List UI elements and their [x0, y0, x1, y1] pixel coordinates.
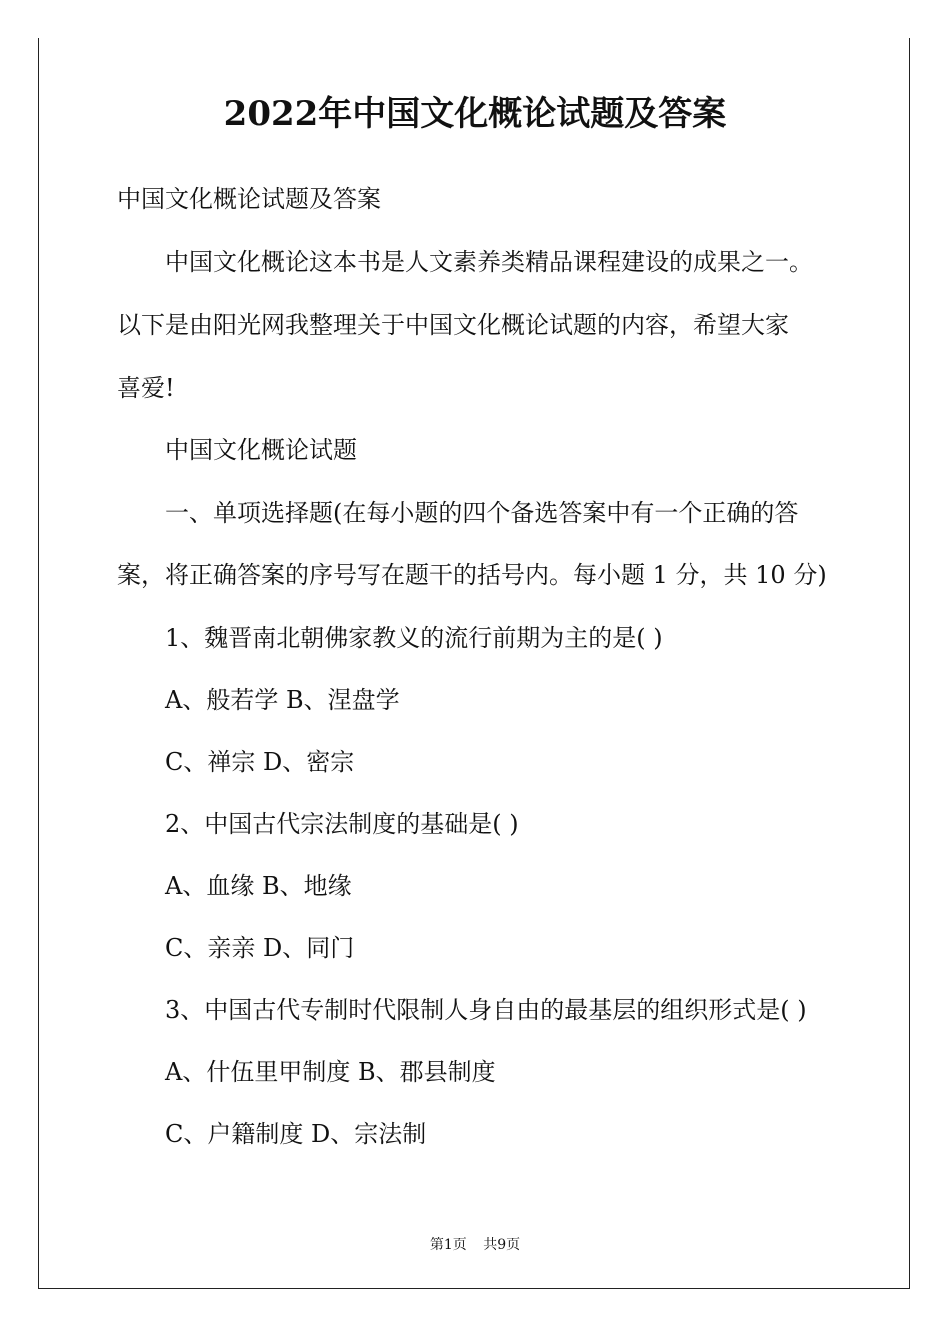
intro-line-3: 喜爱!	[117, 374, 175, 402]
question-2-options-cd: C、亲亲 D、同门	[165, 934, 355, 962]
section-heading: 中国文化概论试题	[165, 436, 357, 464]
page-footer	[0, 1234, 950, 1254]
question-2-options-ab: A、血缘 B、地缘	[165, 872, 352, 900]
question-1-options-ab: A、般若学 B、涅盘学	[165, 686, 400, 714]
intro-line-2: 以下是由阳光网我整理关于中国文化概论试题的内容，希望大家	[117, 311, 789, 339]
page-total: 共9页	[483, 1237, 521, 1253]
page-number: 第1页	[429, 1237, 467, 1253]
question-1-options-cd: C、禅宗 D、密宗	[165, 748, 355, 776]
question-2: 2、中国古代宗法制度的基础是( )	[165, 810, 519, 838]
question-3: 3、中国古代专制时代限制人身自由的最基层的组织形式是( )	[165, 996, 807, 1024]
question-1: 1、魏晋南北朝佛家教义的流行前期为主的是( )	[165, 624, 663, 652]
subtitle-line: 中国文化概论试题及答案	[117, 185, 381, 213]
instruction-line-1: 一、单项选择题(在每小题的四个备选答案中有一个正确的答	[165, 499, 799, 527]
question-3-options-cd: C、户籍制度 D、宗法制	[165, 1120, 427, 1148]
instruction-line-2: 案，将正确答案的序号写在题干的括号内。每小题 1 分，共 10 分)	[117, 561, 827, 589]
document-title: 2022年中国文化概论试题及答案	[223, 94, 727, 134]
intro-line-1: 中国文化概论这本书是人文素养类精品课程建设的成果之一。	[165, 248, 813, 276]
page-frame	[38, 38, 910, 1289]
question-3-options-ab: A、什伍里甲制度 B、郡县制度	[165, 1058, 496, 1086]
